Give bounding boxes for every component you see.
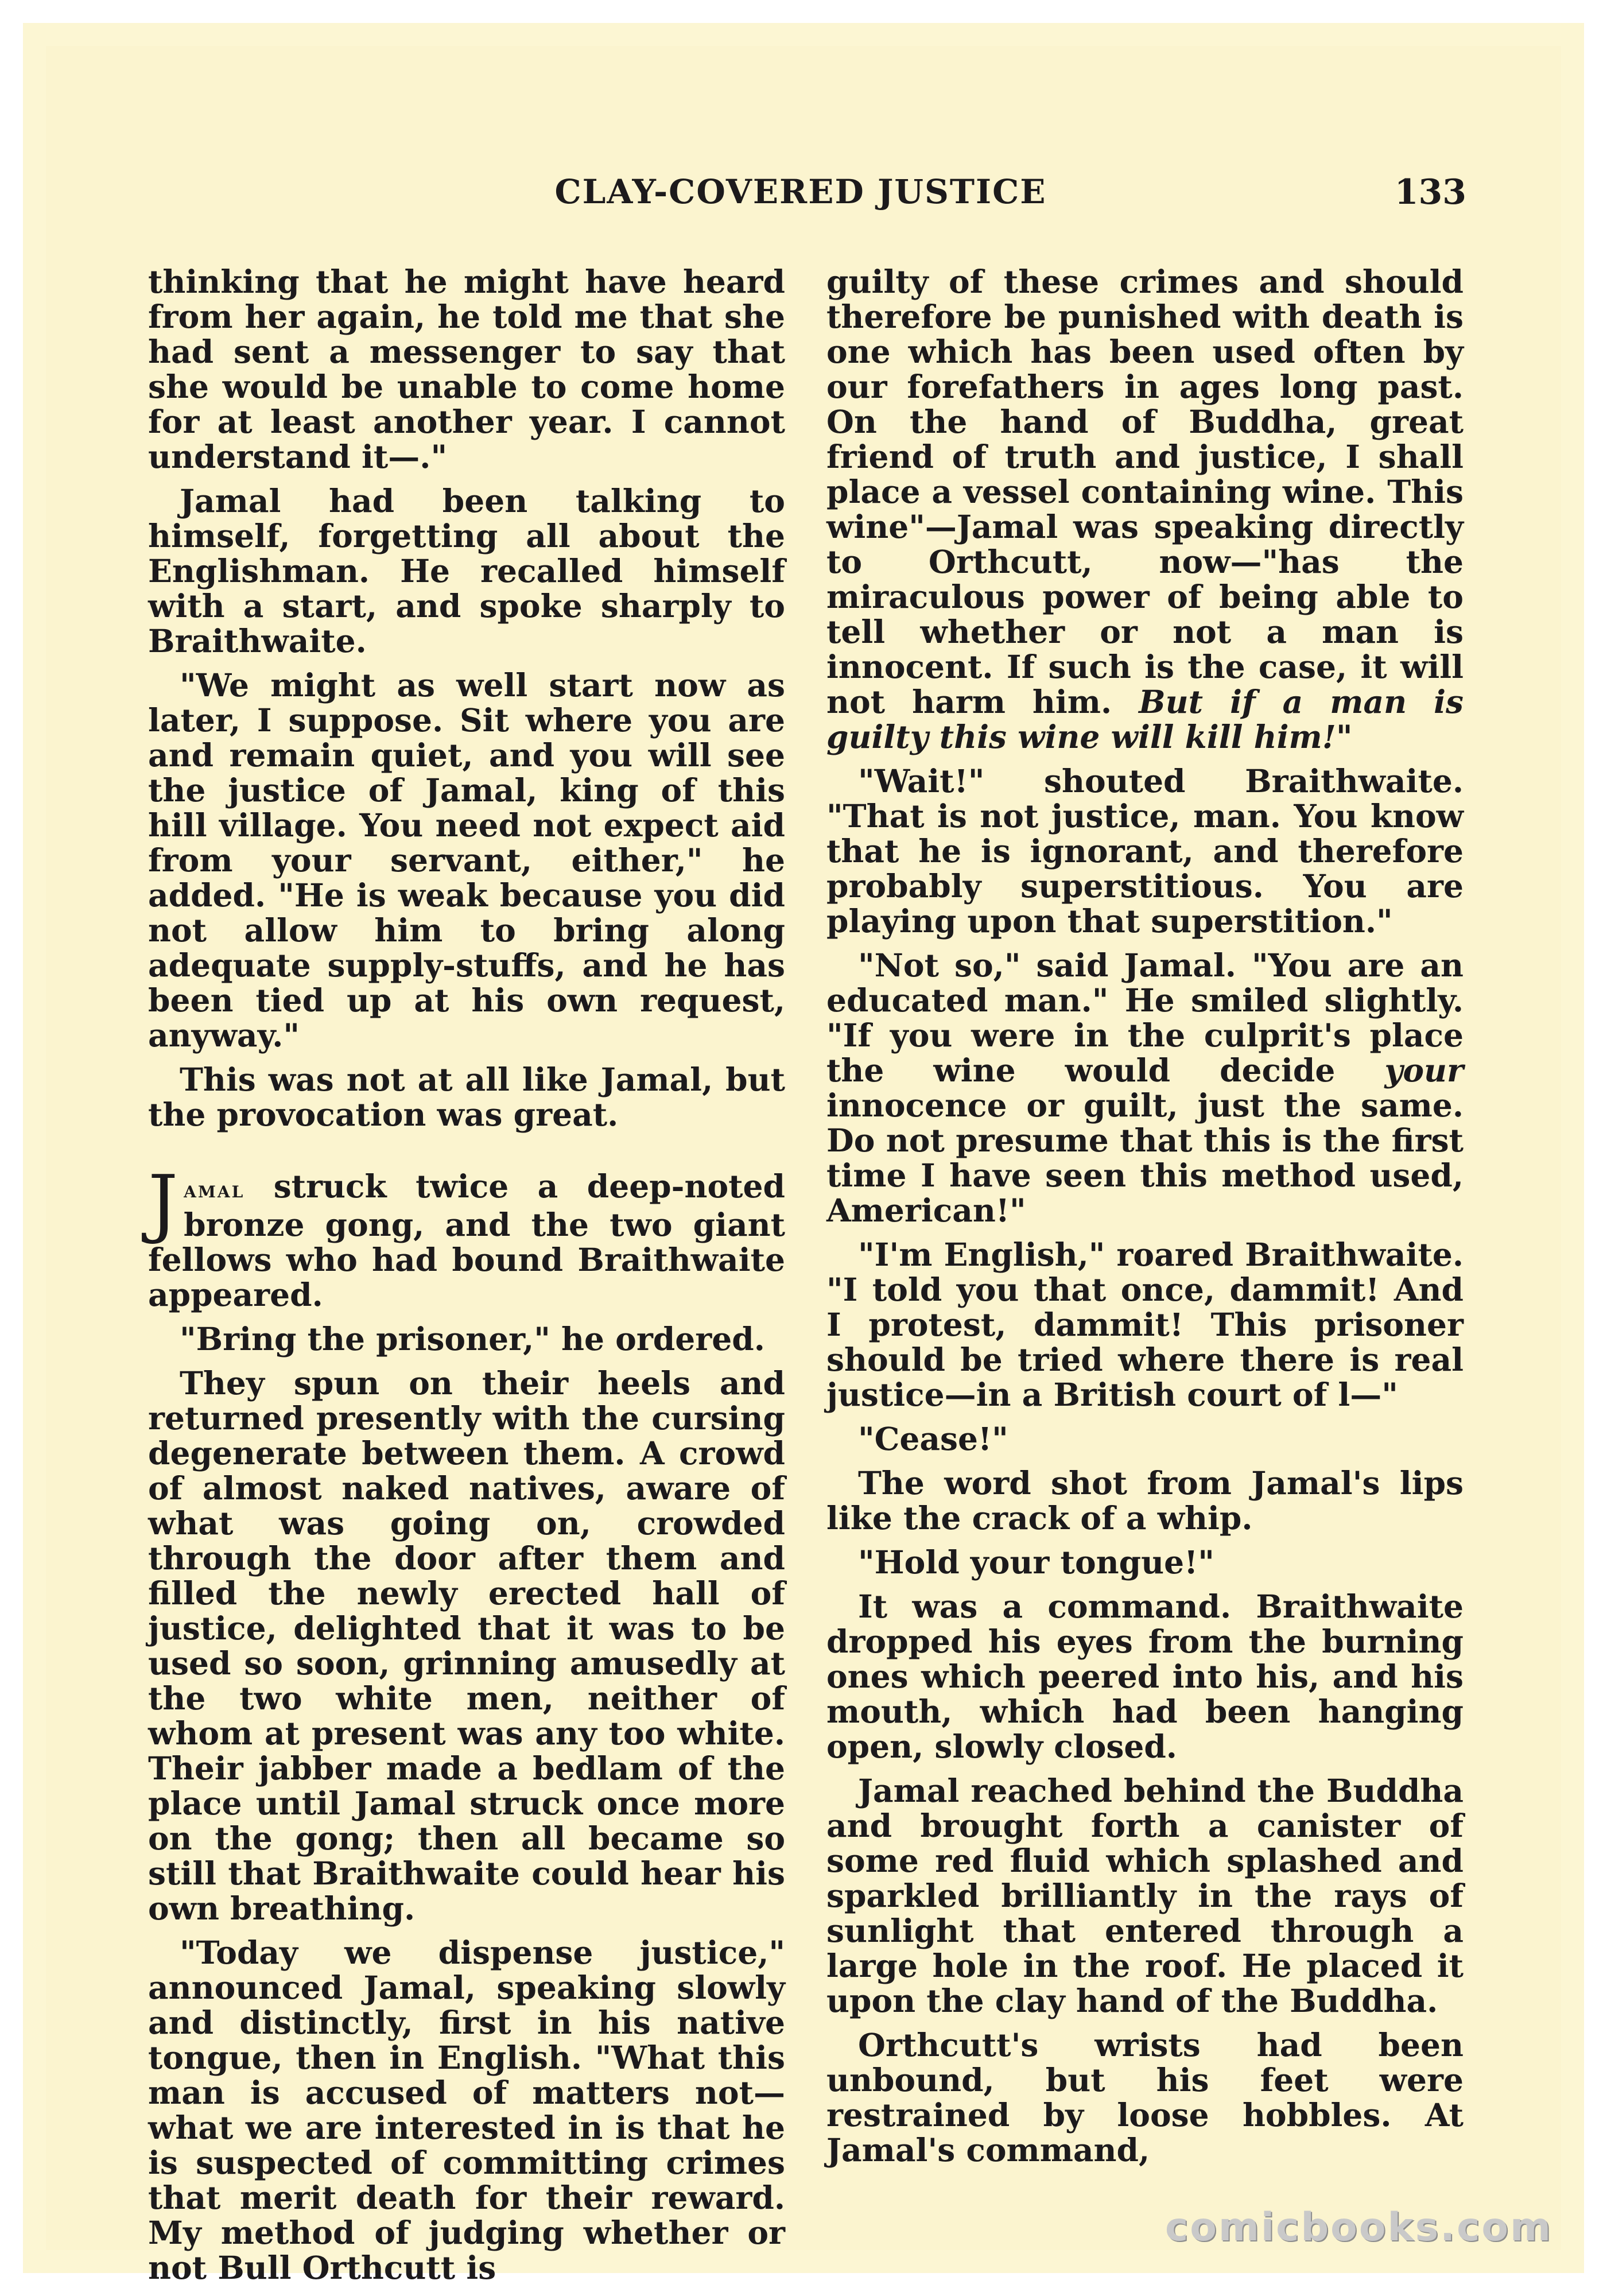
paragraph: "We might as well start now as later, I suppose. Sit where you are and remain quiet, and you will see the justice of Jamal, king of this hill village. You need not expect aid from your servant, either," he added. "He is weak because you did not allow him to bring along adequate supply-stuffs, and he has been tied up at his own request, anyway." (148, 666, 785, 1054)
watermark: comicbooks.com (1165, 2205, 1552, 2250)
italic-text: But if a man is guilty this wine will kill him! (826, 683, 1464, 755)
paragraph (826, 264, 1464, 754)
left-column (148, 264, 785, 2294)
paragraph: "Today we dispense justice," announced Jamal, speaking slowly and distinctly, first in his native tongue, then in English. "What this man is accused of matters not—what we are interested in is that he is suspected of committing crimes that merit death for their reward. My method of judging whether or not Bull Orthcutt is (148, 1934, 785, 2286)
paragraph: "Wait!" shouted Braithwaite. "That is not justice, man. You know that he is ignorant, and therefore probably superstitious. You are playing upon that superstition." (826, 762, 1464, 940)
section-text: struck twice a deep-noted bronze gong, and the two giant fellows who had bound Braithwaite appeared. (148, 1168, 785, 1313)
page-header (146, 172, 1466, 224)
paragraph: Orthcutt's wrists had been unbound, but his feet were restrained by loose hobbles. At Jamal's command, (826, 2026, 1464, 2169)
section-start-paragraph (148, 1159, 785, 1313)
paragraph: "Bring the prisoner," he ordered. (180, 1320, 765, 1358)
paragraph: thinking that he might have heard from her again, he told me that she had sent a messenger to say that she would be unable to come home for at least another year. I cannot understand it—." (148, 263, 785, 475)
paragraph: They spun on their heels and returned presently with the cursing degenerate between them. A crowd of almost naked natives, aware of what was going on, crowded through the door after them and filled the newly erected hall of justice, delighted that it was to be used so soon, grinning amusedly at the two white men, neither of whom at present was any too white. Their jabber made a bedlam of the place until Jamal struck once more on the gong; then all became so still that Braithwaite could hear his own breathing. (148, 1364, 785, 1927)
paragraph-text: "Not so," said Jamal. "You are an educated man." He smiled slightly. "If you were in the culprit's place the wine would decide (826, 947, 1464, 1089)
paragraph (826, 948, 1464, 1228)
paragraph-text: " (1336, 718, 1353, 755)
paragraph: This was not at all like Jamal, but the provocation was great. (148, 1061, 785, 1133)
paragraph: "I'm English," roared Braithwaite. "I told you that once, dammit! And I protest, dammit! This prisoner should be tried where there is real justice—in a British court of l—" (826, 1236, 1464, 1413)
paragraph-text: innocence or guilt, just the same. Do not presume that this is the first time I have seen this method used, American!" (826, 1087, 1464, 1229)
paragraph: It was a command. Braithwaite dropped his eyes from the burning ones which peered into his, and his mouth, which had been hanging open, slowly closed. (826, 1588, 1464, 1765)
page-number: 133 (1394, 172, 1466, 212)
small-caps-word: amal (184, 1176, 245, 1203)
right-column (826, 264, 1464, 2177)
paragraph: Jamal had been talking to himself, forgetting all about the Englishman. He recalled himself with a start, and spoke sharply to Braithwaite. (148, 482, 785, 660)
paragraph-text: guilty of these crimes and should therefore be punished with death is one which has been used often by our forefathers in ages long past. On the hand of Buddha, great friend of truth and justice, I shall place a vessel containing wine. This wine"—Jamal was speaking directly to Orthcutt, now—"has the miraculous power of being able to tell whether or not a man is innocent. If such is the case, it will not harm him. (826, 263, 1464, 720)
italic-text: your (1384, 1052, 1464, 1089)
paragraph: Jamal reached behind the Buddha and brought forth a canister of some red fluid which splashed and sparkled brilliantly in the rays of sunlight that entered through a large hole in the roof. He placed it upon the clay hand of the Buddha. (826, 1772, 1464, 2019)
drop-cap: J (148, 1159, 178, 1246)
paragraph: "Hold your tongue!" (858, 1543, 1214, 1581)
running-title: CLAY-COVERED JUSTICE (554, 172, 1047, 211)
paragraph: The word shot from Jamal's lips like the crack of a whip. (826, 1464, 1464, 1537)
paragraph: "Cease!" (858, 1420, 1008, 1457)
